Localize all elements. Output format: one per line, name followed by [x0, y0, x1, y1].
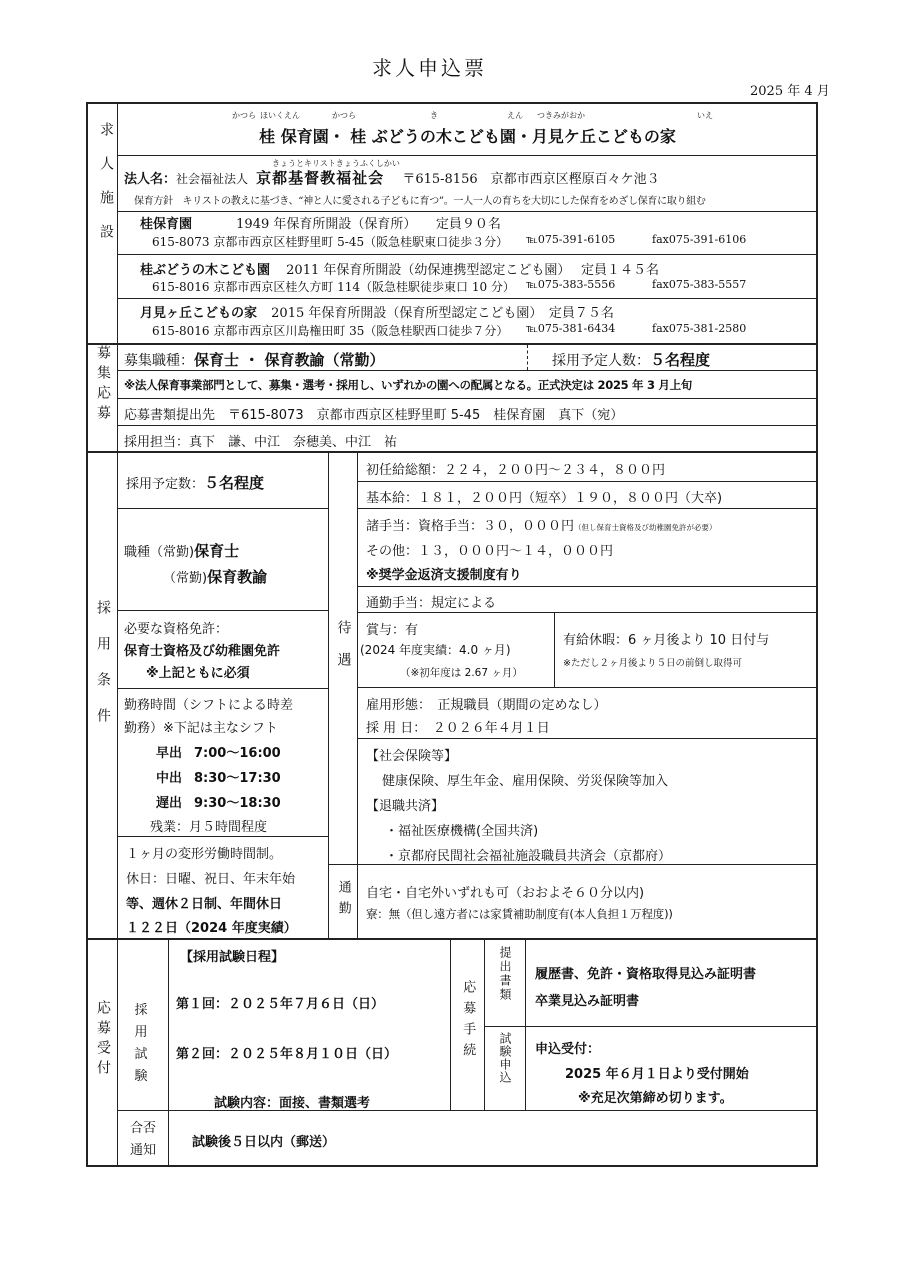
exam-round-1: 第１回：２０２５年７月６日（日）: [176, 997, 385, 1012]
application-deadline: ※充足次第締め切ります。: [578, 1091, 733, 1106]
base-salary: 基本給：１８１，２００円（短卒）１９０，８００円（大卒): [366, 491, 723, 506]
bonus-record: (2024 年度実績：4.0 ヶ月): [360, 643, 511, 657]
facility-1-line1: 桂保育園 1949 年保育所開設（保育所） 定員９０名: [140, 217, 501, 232]
facility-2-line1: 桂ぶどうの木こども園 2011 年保育所開設（幼保連携型認定こども園） 定員１４５名: [140, 263, 660, 278]
retirement-1: ・福祉医療機構(全国共済): [385, 824, 539, 839]
paid-leave-note: ※ただし２ヶ月後より５日の前倒し取得可: [563, 658, 742, 669]
commute-label: 通勤: [335, 880, 351, 922]
treatment-label: 待遇: [335, 620, 352, 684]
shift-late: 遅出 9:30〜18:30: [156, 796, 281, 811]
corp-name: 京都基督教福祉会: [256, 169, 385, 187]
facility-2-name: 桂ぶどうの木こども園: [140, 263, 271, 278]
facility-1-name: 桂保育園: [140, 217, 193, 232]
notify-label: 合否通知: [129, 1121, 156, 1158]
facility-heading: 桂 保育園・ 桂 ぶどうの木こども園・月見ケ丘こどもの家: [259, 127, 676, 146]
facility-3-line2: 615-8016 京都市西京区川島権田町 35（阪急桂駅西口徒歩７分） ℡075-381-6434 fax075-381-2580: [152, 322, 747, 338]
retirement-heading: 【退職共済】: [366, 799, 445, 814]
result-notification: 試験後５日以内（郵送）: [192, 1135, 336, 1150]
irregular-hours: １ヶ月の変形労働時間制。: [126, 847, 283, 862]
commute-allowance: 通勤手当：規定による: [366, 596, 497, 611]
cond-job-1: 職種（常勤)保育士: [124, 542, 240, 560]
holiday-1: 休日：日曜、祝日、年末年始: [126, 872, 296, 887]
corp-name-ruby: きょうとキリストきょうふくしかい: [272, 159, 400, 168]
hours-label-1: 勤務時間（シフトによる時差: [124, 698, 294, 713]
scholarship-support: ※奨学金返済支援制度有り: [366, 568, 522, 583]
exam-apply-label: 試験申込: [498, 1032, 512, 1084]
dormitory: 寮：無（但し遠方者には家賃補助制度有(本人負担１万程度)): [366, 907, 673, 921]
facility-3-name: 月見ヶ丘こどもの家: [140, 306, 258, 321]
recruit-note: ※法人保育事業部門として、募集・選考・採用し、いずれかの園への配属となる。正式決定は 2025 年 3 月上旬: [124, 378, 692, 392]
retirement-2: ・京都府民間社会福祉施設職員共済会（京都府）: [385, 849, 672, 864]
facility-2-line2: 615-8016 京都市西京区桂久方町 114（阪急桂駅徒歩東口 10 分） ℡075-383-5556 fax075-383-5557: [152, 278, 747, 294]
holiday-2: 等、週休２日制、年間休日: [126, 897, 283, 912]
insurance: 健康保険、厚生年金、雇用保険、労災保険等加入: [382, 774, 669, 789]
cond-job-2: （常勤)保育教諭: [163, 568, 268, 586]
hire-date: 採 用 日： ２０２６年４月１日: [366, 721, 550, 736]
hours-label-2: 勤務）※下記は主なシフト: [124, 721, 278, 736]
overtime: 残業：月５時間程度: [150, 820, 268, 835]
application-start: 2025 年６月１日より受付開始: [565, 1067, 749, 1082]
exam-schedule-heading: 【採用試験日程】: [180, 950, 285, 965]
bonus-first-year: （※初年度は 2.67 ヶ月）: [400, 667, 523, 679]
application-accept-heading: 申込受付：: [535, 1042, 601, 1057]
issue-date: 2025 年 4 月: [750, 84, 830, 99]
childcare-policy: 保育方針 キリストの教えに基づき、“神と人に愛される子どもに育つ”。一人一人の育ちを大切にした保育をめざし保育に取り組む: [134, 196, 706, 207]
employment-type: 雇用形態： 正規職員（期間の定めなし）: [366, 698, 607, 713]
allowance: 諸手当：資格手当：３０，０００円（但し保育士資格及び幼稚園免許が必要）: [366, 519, 717, 534]
recruit-job: 募集職種：保育士 ・ 保育教諭（常勤）: [124, 351, 385, 369]
corp-row: 法人名：社会福祉法人 京都基督教福祉会 〒615-8156 京都市西京区樫原百々ケ池３: [124, 169, 660, 187]
holiday-3: １２２日（2024 年度実績）: [126, 921, 297, 936]
procedure-label: 応募手続: [460, 980, 476, 1064]
shift-middle: 中出 8:30〜17:30: [156, 771, 281, 786]
recruit-count: 採用予定人数：５名程度: [552, 351, 711, 369]
exam-content: 試験内容：面接、書類選考: [214, 1096, 371, 1111]
corp-address: 〒615-8156 京都市西京区樫原百々ケ池３: [402, 172, 660, 187]
submission-address: 応募書類提出先 〒615-8073 京都市西京区桂野里町 5-45 桂保育園 真下（宛）: [124, 408, 624, 423]
shift-early: 早出 7:00〜16:00: [156, 746, 281, 761]
section-label-conditions: 採用条件: [95, 600, 111, 744]
page-title: 求人申込票: [372, 56, 487, 80]
section-label-recruit: 募集応募: [95, 345, 111, 425]
section-label-application: 応募受付: [95, 1000, 111, 1080]
qual-note: ※上記ともに必須: [146, 666, 250, 681]
qual-label: 必要な資格免許：: [124, 622, 229, 637]
commute-range: 自宅・自宅外いずれも可（おおよそ６０分以内): [366, 886, 645, 901]
cond-count: 採用予定数：５名程度: [126, 474, 265, 492]
bonus: 賞与：有: [366, 623, 419, 638]
required-docs-2: 卒業見込み証明書: [535, 994, 640, 1009]
other-allowance: その他：１３，０００円〜１４，０００円: [366, 544, 614, 559]
facility-3-line1: 月見ヶ丘こどもの家 2015 年保育所開設（保育所型認定こども園） 定員７５名: [140, 306, 614, 321]
exam-round-2: 第２回：２０２５年８月１０日（日）: [176, 1047, 398, 1062]
facility-1-line2: 615-8073 京都市西京区桂野里町 5-45（阪急桂駅東口徒歩３分） ℡075-391-6105 fax075-391-6106: [152, 233, 747, 249]
initial-salary: 初任給総額：２２４，２００円〜２３４，８００円: [366, 463, 666, 478]
section-label-facility: 求人施設: [98, 122, 114, 258]
qual-value: 保育士資格及び幼稚園免許: [124, 644, 281, 659]
exam-label: 採用試験: [134, 1003, 152, 1084]
required-docs-1: 履歴書、免許・資格取得見込み証明書: [535, 967, 757, 982]
documents-label: 提出書類: [498, 946, 512, 1002]
paid-leave: 有給休暇：6 ヶ月後より 10 日付与: [563, 633, 770, 648]
recruit-staff: 採用担当：真下 謙、中江 奈穂美、中江 祐: [124, 435, 398, 450]
insurance-heading: 【社会保険等】: [366, 749, 458, 764]
